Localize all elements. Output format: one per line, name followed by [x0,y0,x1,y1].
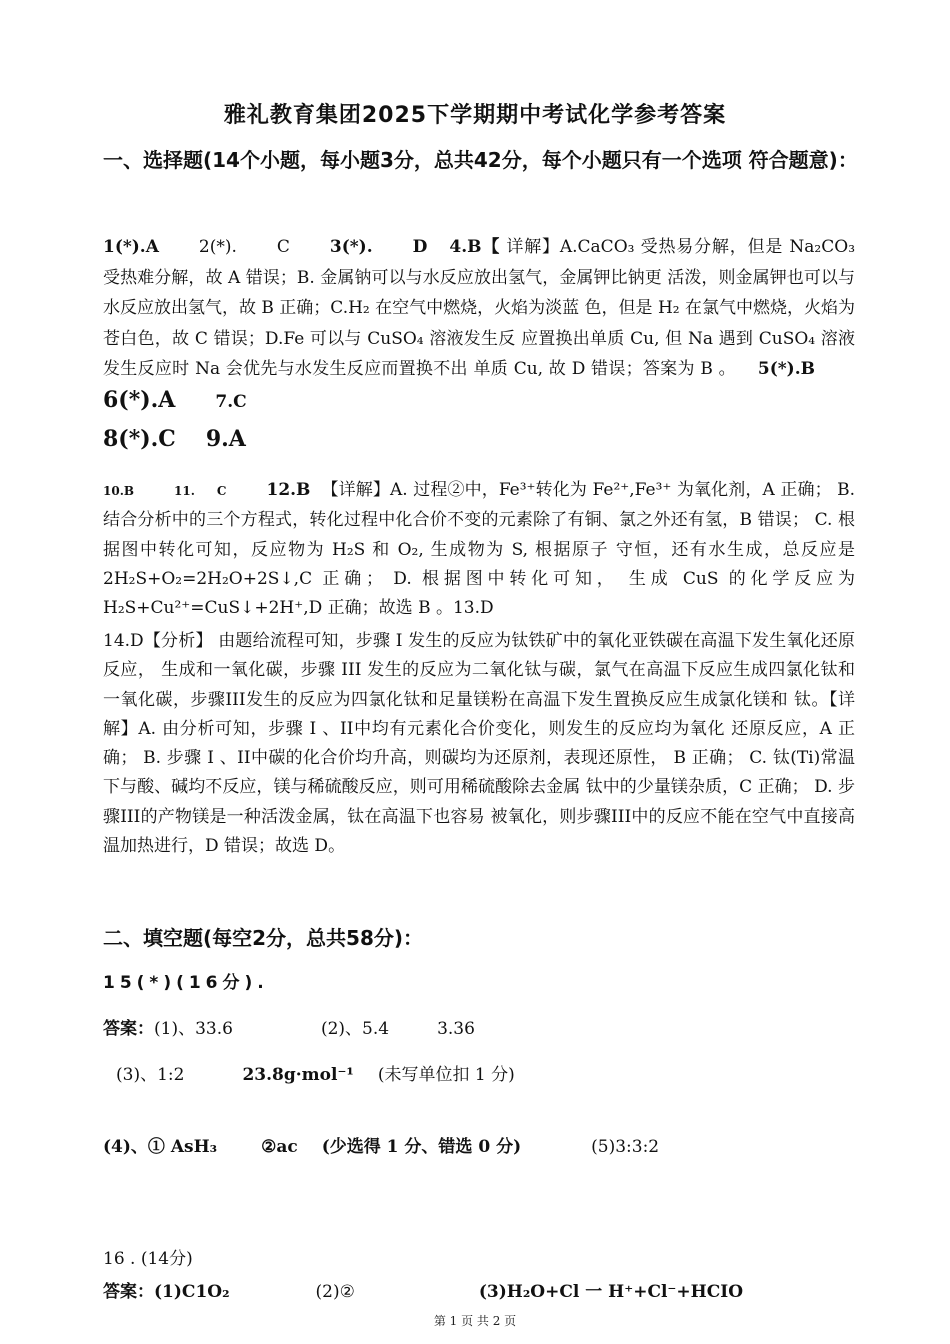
answer-4-explanation: 详解】A.CaCO₃ 受热易分解，但是 Na₂CO₃ 受热难分解，故 A 错误；B. 金属钠可以与水反应放出氢气，金属钾比钠更 活泼，则金属钾也可以与水反应放出氢气，故 B 正确；C.H₂ 在空气中燃烧，火焰为淡蓝 色，但是 H₂ 在氯气中燃烧，火焰为苍白色，故 C 错误；D.Fe 可以与 CuSO₄ 溶液发生反 应置换出单质 Cu, 但 Na 遇到 CuSO₄ 溶液发生反应时 Na 会优先与水发生反应而置换不出 单质 Cu, 故 D 错误；答案为 B 。 [103,237,856,379]
question-15-heading: 15(*)(16分). [103,973,269,993]
section-1-answers-10-13 [103,476,855,623]
answer-12: 12.B [266,480,311,500]
section-2-heading: 二、填空题(每空2分，总共58分)： [103,926,424,950]
page-title: 雅礼教育集团2025下学期期中考试化学参考答案 [223,103,727,128]
answer-14-explanation: 14.D【分析】 由题给流程可知，步骤 I 发生的反应为钛铁矿中的氧化亚铁碳在高温下发生氧化还原反应， 生成和一氧化碳，步骤 III 发生的反应为二氧化钛与碳，氯气在高温下反应生成四氯化钛和 一氧化碳，步骤III发生的反应为四氯化钛和足量镁粉在高温下发生置换反应生成氯化镁和 钛。【详解】A. 由分析可知，步骤 I 、II中均有元素化合价变化，则发生的反应均为氧化 还原反应，A 正确； B. 步骤 I 、II中碳的化合价均升高，则碳均为还原剂，表现还原性， B 正确； C. 钛(Ti)常温下与酸、碱均不反应，镁与稀硫酸反应，则可用稀硫酸除去金属 钛中的少量镁杂质，C 正确； D. 步骤III的产物镁是一种活泼金属，钛在高温下也容易 被氧化，则步骤III中的反应不能在空气中直接高温加热进行，D 错误；故选 D。 [103,631,855,857]
question-16-heading: 16 . (14分) [103,1249,193,1269]
q15-part-3: (3)、1:2 [116,1065,185,1085]
answer-2-value: C [276,237,290,257]
question-16-answers [103,1277,743,1302]
q15-part-1: (1)、33.6 [154,1019,233,1039]
q16-part-1: (1)C1O₂ [154,1282,230,1302]
answer-11-value: C [216,484,227,498]
answer-label-16: 答案： [103,1282,154,1302]
answer-2-label: 2(*). [198,237,237,257]
section-1-heading: 一、选择题(14个小题，每小题3分，总共42分，每个小题只有一个选项 符合题意)： [103,148,858,172]
answers-8-9-line [103,426,246,452]
q15-part-3-note: (未写单位扣 1 分) [377,1065,515,1085]
answer-5: 5(*).B [757,359,815,379]
q16-part-2: (2)② [315,1282,355,1302]
question-15-line-3 [116,1060,515,1085]
answer-4: 4.B【 [449,237,501,257]
answer-label: 答案： [103,1019,154,1039]
answer-9: 9.A [205,426,246,452]
answer-8: 8(*).C [103,426,176,452]
q15-part-4-note: (少选得 1 分、错选 0 分) [321,1137,522,1157]
question-15-line-1 [103,1014,475,1039]
answer-12-explanation: 【详解】A. 过程②中，Fe³⁺转化为 Fe²⁺,Fe³⁺ 为氧化剂，A 正确； B. 结合分析中的三个方程式，转化过程中化合价不变的元素除了有铜、氯之外还有氢，B 错误； C. 根据图中转化可知，反应物为 H₂S 和 O₂, 生成物为 S, 根据原子 守恒，还有水生成，总反应是 2H₂S+O₂=2H₂O+2S↓,C 正确； D. 根据图中转化可知， 生成 CuS 的化学反应为 H₂S+Cu²⁺=CuS↓+2H⁺,D 正确；故选 B 。13.D [103,480,856,619]
answer-3-label: 3(*). [329,237,373,257]
answer-10: 10.B [103,484,135,498]
q15-part-2b: 3.36 [437,1019,475,1039]
answer-7: 7.C [215,391,247,412]
q15-part-4b: ②ac [261,1137,298,1157]
q15-part-2: (2)、5.4 [320,1019,390,1039]
q15-part-3b: 23.8g·mol⁻¹ [242,1065,354,1085]
answer-11-label: 11. [174,484,195,498]
q15-part-4: (4)、① AsH₃ [103,1137,218,1157]
answer-6: 6(*).A [103,386,176,413]
answer-3-value: D [412,237,428,257]
answer-1: 1(*).A [103,237,159,257]
section-1-answers-block [103,232,855,417]
question-15-line-4 [103,1132,659,1157]
q15-part-5: (5)3:3:2 [591,1137,660,1157]
page-footer: 第 1 页 共 2 页 [433,1314,517,1328]
q16-part-3: (3)H₂O+Cl 一 H⁺+Cl⁻+HCIO [478,1282,743,1302]
